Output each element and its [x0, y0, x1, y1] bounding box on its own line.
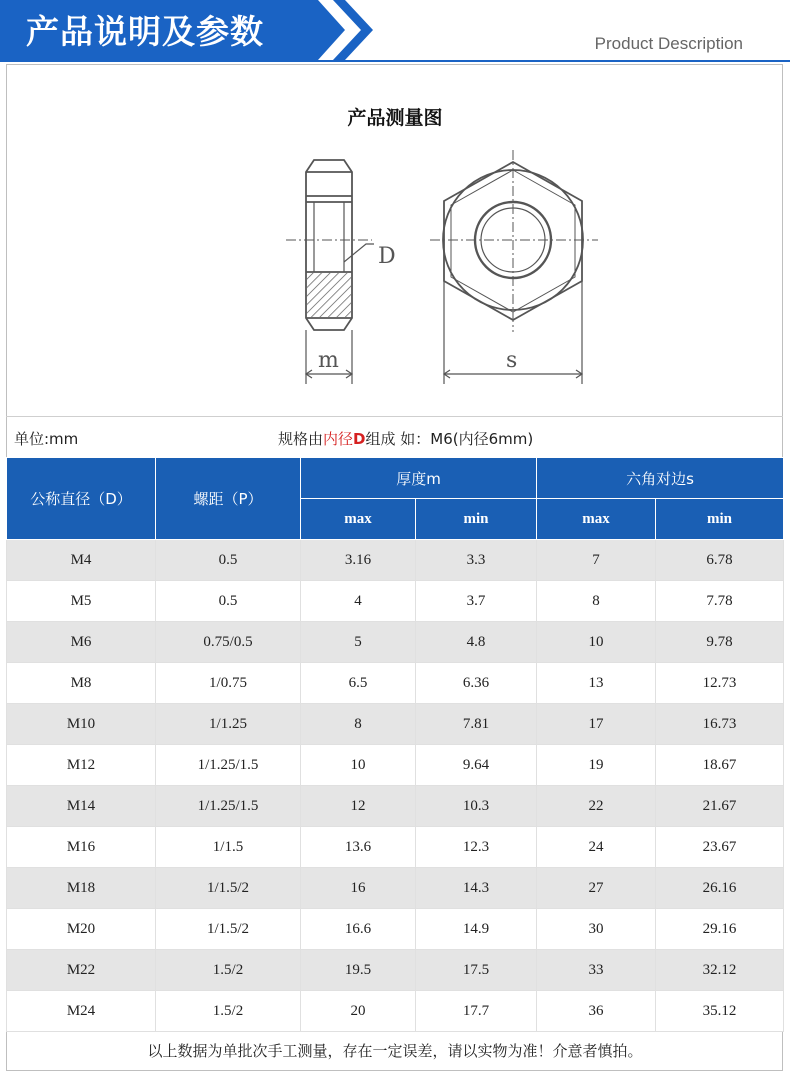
cell-thickness-max: 12	[301, 786, 416, 827]
banner-title: 产品说明及参数	[26, 12, 264, 51]
cell-flats-min: 12.73	[656, 663, 784, 704]
cell-nominal: M20	[7, 909, 156, 950]
cell-pitch: 0.75/0.5	[156, 622, 301, 663]
cell-thickness-max: 4	[301, 581, 416, 622]
cell-flats-max: 33	[537, 950, 656, 991]
banner-underline	[0, 60, 790, 62]
cell-flats-min: 9.78	[656, 622, 784, 663]
cell-thickness-max: 20	[301, 991, 416, 1032]
cell-thickness-min: 9.64	[416, 745, 537, 786]
table-row	[7, 581, 784, 622]
cell-thickness-min: 10.3	[416, 786, 537, 827]
table-row	[7, 622, 784, 663]
diagram-title: 产品测量图	[347, 107, 443, 129]
cell-pitch: 0.5	[156, 540, 301, 581]
cell-flats-min: 29.16	[656, 909, 784, 950]
cell-pitch: 1/1.5/2	[156, 868, 301, 909]
cell-thickness-min: 3.7	[416, 581, 537, 622]
cell-nominal: M8	[7, 663, 156, 704]
cell-flats-max: 27	[537, 868, 656, 909]
cell-thickness-max: 16.6	[301, 909, 416, 950]
table-row	[7, 868, 784, 909]
cell-thickness-max: 3.16	[301, 540, 416, 581]
spec-red-text: 内径	[323, 430, 354, 448]
cell-flats-max: 19	[537, 745, 656, 786]
cell-nominal: M18	[7, 868, 156, 909]
cell-flats-min: 16.73	[656, 704, 784, 745]
cell-thickness-max: 8	[301, 704, 416, 745]
cell-flats-min: 18.67	[656, 745, 784, 786]
cell-thickness-min: 14.3	[416, 868, 537, 909]
cell-pitch: 1/1.25/1.5	[156, 786, 301, 827]
cell-thickness-max: 5	[301, 622, 416, 663]
table-row	[7, 909, 784, 950]
table-row	[7, 663, 784, 704]
cell-thickness-min: 17.5	[416, 950, 537, 991]
cell-nominal: M16	[7, 827, 156, 868]
cell-nominal: M10	[7, 704, 156, 745]
cell-pitch: 1.5/2	[156, 950, 301, 991]
nut-side-view	[306, 160, 352, 330]
cell-nominal: M22	[7, 950, 156, 991]
banner-subtitle: Product Description	[594, 34, 743, 53]
cell-flats-min: 32.12	[656, 950, 784, 991]
cell-thickness-min: 14.9	[416, 909, 537, 950]
cell-flats-max: 22	[537, 786, 656, 827]
cell-pitch: 0.5	[156, 581, 301, 622]
spec-suffix: 组成 如：M6(内径6mm)	[365, 430, 534, 448]
cell-nominal: M12	[7, 745, 156, 786]
spec-red-bold: D	[353, 430, 366, 448]
table-row	[7, 540, 784, 581]
cell-thickness-min: 17.7	[416, 991, 537, 1032]
cell-flats-max: 10	[537, 622, 656, 663]
table-row	[7, 786, 784, 827]
cell-nominal: M4	[7, 540, 156, 581]
front-view-centerlines	[430, 150, 598, 332]
m-dimension-label: m	[318, 348, 339, 373]
cell-flats-min: 21.67	[656, 786, 784, 827]
cell-thickness-min: 6.36	[416, 663, 537, 704]
unit-note: 单位:mm	[14, 430, 79, 448]
cell-thickness-max: 16	[301, 868, 416, 909]
s-dimension-label: s	[506, 348, 518, 373]
cell-thickness-max: 19.5	[301, 950, 416, 991]
cell-thickness-max: 6.5	[301, 663, 416, 704]
section-banner	[0, 0, 790, 64]
header-pitch: 螺距（P）	[156, 458, 301, 540]
cell-flats-max: 7	[537, 540, 656, 581]
cell-pitch: 1/1.5	[156, 827, 301, 868]
cell-flats-max: 8	[537, 581, 656, 622]
spec-table	[6, 457, 784, 1032]
table-row	[7, 991, 784, 1032]
cell-pitch: 1/1.25	[156, 704, 301, 745]
cell-flats-min: 6.78	[656, 540, 784, 581]
cell-nominal: M6	[7, 622, 156, 663]
header-across-flats-min: min	[656, 499, 784, 540]
d-leader	[344, 244, 374, 262]
table-row	[7, 704, 784, 745]
header-nominal-diameter: 公称直径（D）	[7, 458, 156, 540]
cell-pitch: 1.5/2	[156, 991, 301, 1032]
d-dimension-label: D	[378, 244, 396, 269]
table-row	[7, 950, 784, 991]
footer-disclaimer: 以上数据为单批次手工测量，存在一定误差，请以实物为准！介意者慎拍。	[147, 1042, 643, 1060]
cell-flats-min: 23.67	[656, 827, 784, 868]
header-thickness-min: min	[416, 499, 537, 540]
cell-flats-max: 13	[537, 663, 656, 704]
cell-thickness-min: 3.3	[416, 540, 537, 581]
cell-nominal: M24	[7, 991, 156, 1032]
cell-pitch: 1/0.75	[156, 663, 301, 704]
table-row	[7, 745, 784, 786]
table-row	[7, 827, 784, 868]
header-thickness-max: max	[301, 499, 416, 540]
cell-flats-min: 7.78	[656, 581, 784, 622]
cell-flats-min: 35.12	[656, 991, 784, 1032]
cell-flats-max: 36	[537, 991, 656, 1032]
header-across-flats-max: max	[537, 499, 656, 540]
cell-flats-min: 26.16	[656, 868, 784, 909]
info-divider	[6, 416, 783, 417]
cell-flats-max: 24	[537, 827, 656, 868]
cell-thickness-max: 10	[301, 745, 416, 786]
cell-flats-max: 30	[537, 909, 656, 950]
spec-prefix: 规格由	[278, 430, 324, 448]
cell-pitch: 1/1.5/2	[156, 909, 301, 950]
cell-nominal: M5	[7, 581, 156, 622]
cell-thickness-min: 4.8	[416, 622, 537, 663]
cell-pitch: 1/1.25/1.5	[156, 745, 301, 786]
header-thickness: 厚度m	[301, 458, 537, 499]
cell-thickness-min: 12.3	[416, 827, 537, 868]
header-across-flats: 六角对边s	[537, 458, 784, 499]
cell-thickness-max: 13.6	[301, 827, 416, 868]
cell-nominal: M14	[7, 786, 156, 827]
cell-flats-max: 17	[537, 704, 656, 745]
spec-note	[278, 428, 533, 449]
cell-thickness-min: 7.81	[416, 704, 537, 745]
nut-measurement-drawing	[0, 140, 790, 390]
